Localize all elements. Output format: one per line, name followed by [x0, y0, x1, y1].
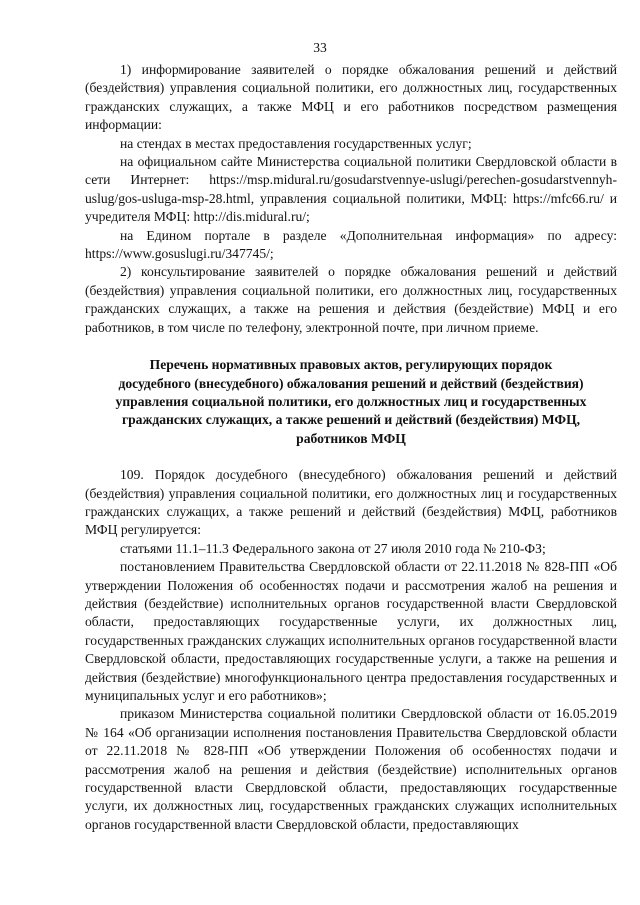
heading-line: Перечень нормативных правовых актов, регулирующих порядок	[149, 357, 553, 373]
heading-line: управления социальной политики, его должностных лиц и государственных	[115, 393, 587, 409]
paragraph: 2) консультирование заявителей о порядке обжалования решений и действий (бездействия) управления социальной политики, его должностных лиц, государственных гражданских служащих, а также на решения и действия (бездействие) МФЦ и его работников, в том числе по телефону, электронной почте, при личном приеме.	[85, 264, 617, 335]
paragraph: 109. Порядок досудебного (внесудебного) обжалования решений и действий (бездействия) управления социальной политики, его должностных лиц и государственных гражданских служащих, а также решений и действий (бездействия) МФЦ, работников МФЦ регулируется:	[85, 467, 617, 538]
paragraph: на стендах в местах предоставления государственных услуг;	[120, 135, 472, 151]
page-number: 33	[313, 40, 327, 55]
paragraph: статьями 11.1–11.3 Федерального закона от 27 июля 2010 года № 210-ФЗ;	[120, 540, 546, 556]
paragraph: приказом Министерства социальной политики Свердловской области от 16.05.2019 № 164 «Об организации исполнения постановления Правительства Свердловской области от 22.11.2018 № 828-ПП «Об утверждении Положения об особенностях подачи и рассмотрения жалоб на решения и действия (бездействие) исполнительных органов государственной власти Свердловской области, предоставляющих государственные услуги, их должностных лиц, государственных гражданских служащих исполнительных органов государственной власти Свердловской области, предоставляющих	[85, 706, 617, 832]
paragraph: на официальном сайте Министерства социальной политики Свердловской области в сети Интернет: https://msp.midural.ru/gosudarstvennye-uslugi/perechen-gosudarstvennyh-uslug/gos-usluga-msp-28.html, управления социальной политики, МФЦ: https://mfc66.ru/ и учредителя МФЦ: http://dis.midural.ru/;	[85, 154, 617, 225]
paragraph: постановлением Правительства Свердловской области от 22.11.2018 № 828-ПП «Об утверждении Положения об особенностях подачи и рассмотрения жалоб на решения и действия (бездействие) исполнительных органов государственной власти Свердловской области, предоставляющих государственные услуги, их должностных лиц, государственных гражданских служащих исполнительных органов государственной власти Свердловской области, предоставляющих государственные услуги, а также на решения и действия (бездействие) многофункционального центра предоставления государственных и муниципальных услуг и его работников»;	[85, 559, 617, 703]
heading-line: работников МФЦ	[296, 430, 406, 446]
section-heading	[85, 356, 617, 448]
heading-line: досудебного (внесудебного) обжалования решений и действий (бездействия)	[118, 375, 584, 391]
document-body	[85, 61, 617, 834]
paragraph: 1) информирование заявителей о порядке обжалования решений и действий (бездействия) управления социальной политики, его должностных лиц, государственных гражданских служащих, а также МФЦ и его работников посредством размещения информации:	[85, 62, 617, 133]
heading-line: гражданских служащих, а также решений и действий (бездействия) МФЦ,	[121, 412, 581, 428]
paragraph: на Едином портале в разделе «Дополнительная информация» по адресу: https://www.gosuslugi.ru/347745/;	[85, 227, 617, 262]
